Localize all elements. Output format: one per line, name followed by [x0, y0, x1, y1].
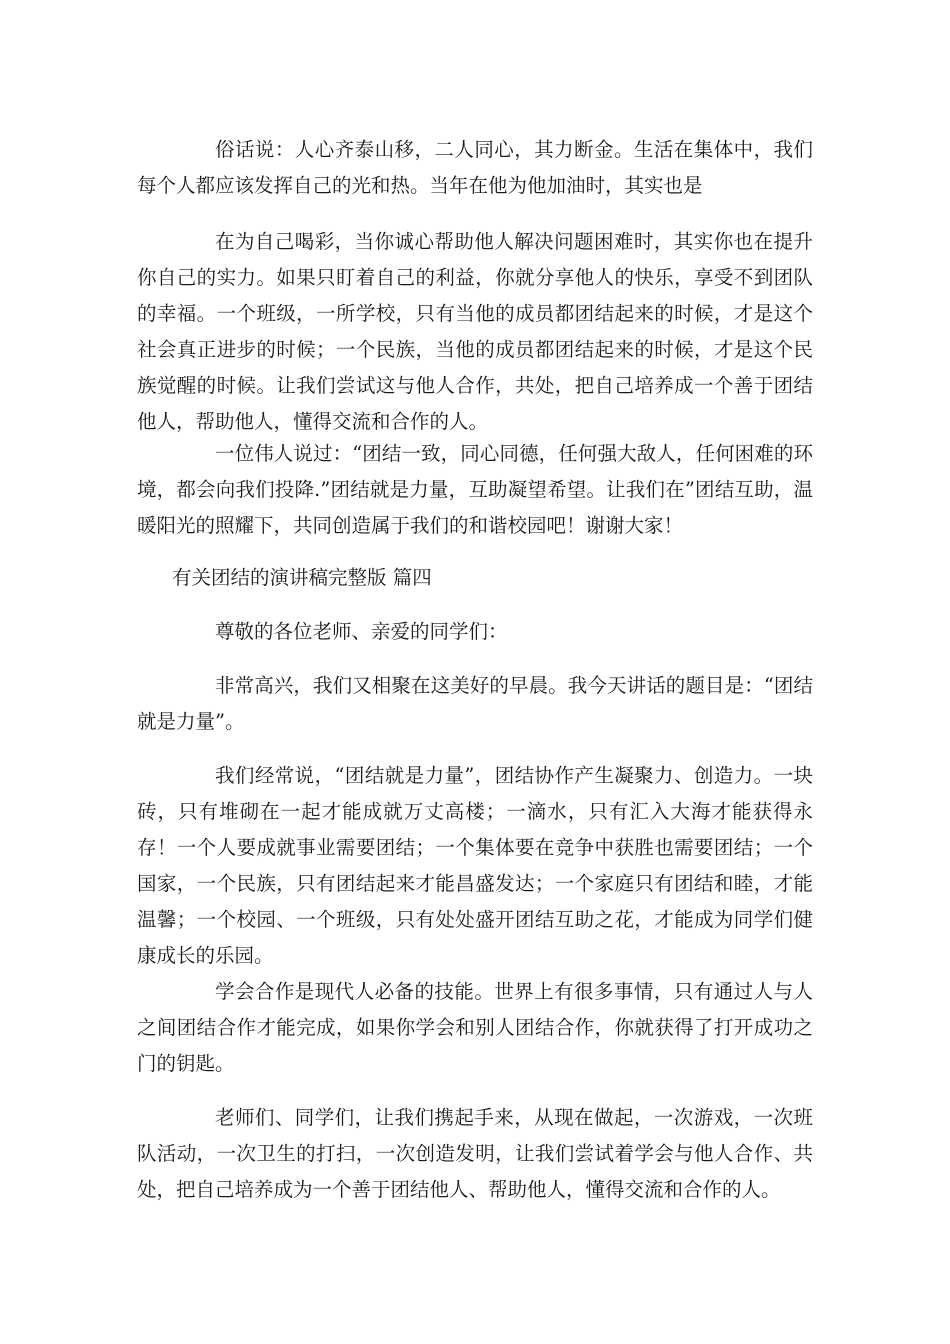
paragraph-intro: 非常高兴，我们又相聚在这美好的早晨。我今天讲话的题目是：“团结就是力量”。	[137, 674, 813, 733]
paragraph-quote: 一位伟人说过：“团结一致，同心同德，任何强大敌人，任何困难的环境，都会向我们投降.”团结就是力量，互助凝望希望。让我们在”团结互助，温暖阳光的照耀下，共同创造属于我们的和谐校园吧！谢谢大家！	[137, 442, 813, 537]
paragraph-cheer: 在为自己喝彩，当你诚心帮助他人解决问题困难时，其实你也在提升你自己的实力。如果只盯着自己的利益，你就分享他人的快乐，享受不到团队的幸福。一个班级，一所学校，只有当他的成员都团结起来的时候，才是这个社会真正进步的时候；一个民族，当他的成员都团结起来的时候，才是这个民族觉醒的时候。让我们尝试这与他人合作，共处，把自己培养成一个善于团结他人，帮助他人，懂得交流和合作的人。	[137, 230, 813, 433]
greeting: 尊敬的各位老师、亲爱的同学们：	[215, 620, 508, 643]
paragraph-unity: 我们经常说，“团结就是力量”，团结协作产生凝聚力、创造力。一块砖，只有堆砌在一起才能成就万丈高楼；一滴水，只有汇入大海才能获得永存！一个人要成就事业需要团结；一个集体要在竞争中获胜也需要团结；一个国家，一个民族，只有团结起来才能昌盛发达；一个家庭只有团结和睦，才能温馨；一个校园、一个班级，只有处处盛开团结互助之花，才能成为同学们健康成长的乐园。	[137, 764, 813, 967]
section-heading: 有关团结的演讲稿完整版 篇四	[172, 566, 432, 589]
paragraph-proverb: 俗话说：人心齐泰山移，二人同心，其力断金。生活在集体中，我们每个人都应该发挥自己的光和热。当年在他为他加油时，其实也是	[137, 138, 813, 197]
paragraph-cooperation: 学会合作是现代人必备的技能。世界上有很多事情，只有通过人与人之间团结合作才能完成，如果你学会和别人团结合作，你就获得了打开成功之门的钥匙。	[137, 980, 813, 1075]
paragraph-closing: 老师们、同学们，让我们携起手来，从现在做起，一次游戏，一次班队活动，一次卫生的打扫，一次创造发明，让我们尝试着学会与他人合作、共处，把自己培养成为一个善于团结他人、帮助他人，懂得交流和合作的人。	[137, 1106, 813, 1201]
